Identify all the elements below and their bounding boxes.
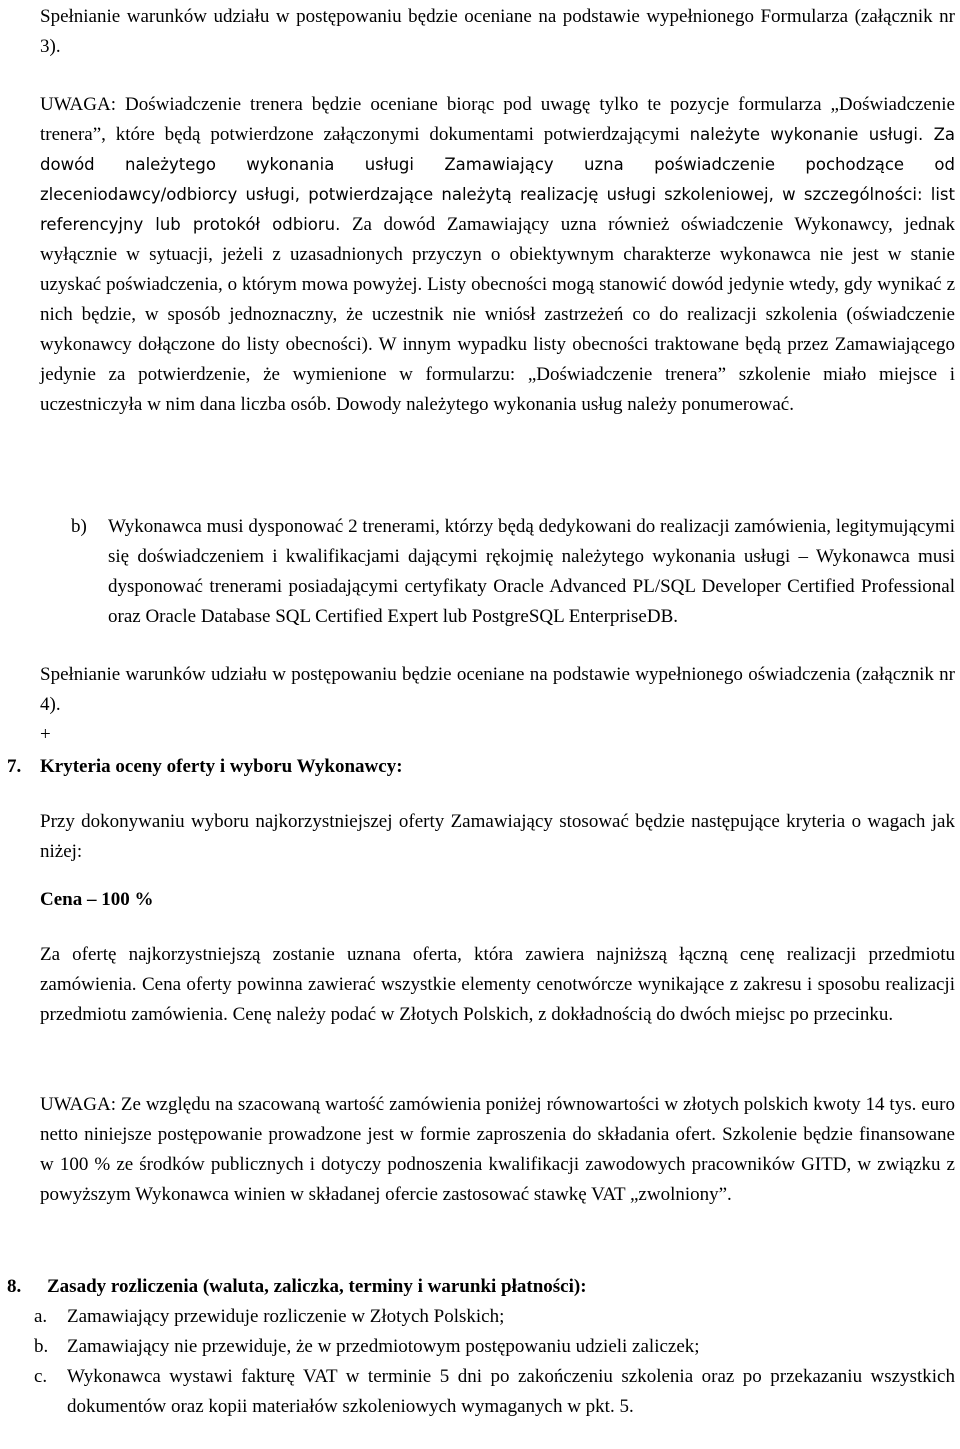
settlement-list [34,1302,955,1422]
uwaga-2-text: : Ze względu na szacowaną wartość zamówienia poniżej równowartości w złotych polskich kwoty 14 tys. euro netto niniejsze postępowanie prowadzone jest w formie zaproszenia do składania ofert. Szkolenie będzie finansowane w 100 % ze środków publicznych i dotyczy podnoszenia kwalifikacji zawodowych pracowników GITD, w związku z powyższym Wykonawca winien w składanej ofercie zastosować stawkę VAT „zwolniony”. [40,1094,955,1205]
uwaga-text-part-2: należyte wykonanie usługi. Za dowód należytego wykonania usługi Zamawiający uzna poświadczenie pochodzące od zleceniodawcy/odbiorcy usługi, potwierdzające należytą realizację usługi szkoleniowej, w szczególności: list referencyjny lub protokół odbioru. [40,125,955,234]
criteria-intro: Przy dokonywaniu wyboru najkorzystniejszej oferty Zamawiający stosować będzie następujące kryteria o wagach jak niżej: [40,811,955,862]
intro-paragraph-1: Spełnianie warunków udziału w postępowaniu będzie oceniane na podstawie wypełnionego Formularza (załącznik nr 3). [40,6,955,57]
price-criterion: Cena – 100 % [40,889,154,910]
section-7-heading [7,752,955,782]
list-item-b [71,512,955,632]
uwaga-label: UWAGA: [40,94,116,115]
list-item-text: Wykonawca wystawi fakturę VAT w terminie 5 dni po zakończeniu szkolenia oraz po przekazaniu wszystkich dokumentów oraz kopii materiałów szkoleniowych wymaganych w pkt. 5. [67,1366,955,1417]
section-8-heading [7,1272,955,1302]
section-7-title: Kryteria oceny oferty i wyboru Wykonawcy: [40,756,403,777]
uwaga-text-part-3: Za dowód Zamawiający uzna również oświadczenie Wykonawcy, jednak wyłącznie w sytuacji, jeżeli z uzasadnionych przyczyn o obiektywnym charakterze wykonawca nie jest w stanie uzyskać poświadczenia, o którym mowa powyżej. Listy obecności mogą stanowić dowód jedynie wtedy, gdy wynikać z nich będzie, w sposób jednoznaczny, że uczestnik nie wniósł zastrzeżeń co do realizacji szkolenia (oświadczenie wykonawcy dołączone do listy obecności). W innym wypadku listy obecności traktowane będą przez Zamawiającego jedynie za potwierdzenie, że wymienione w formularzu: „Doświadczenie trenera” szkolenie miało miejsce i uczestniczyła w nim dana liczba osób. Dowody należytego wykonania usług należy ponumerować. [40,214,956,415]
list-item-text: Zamawiający nie przewiduje, że w przedmiotowym postępowaniu udzieli zaliczek; [67,1336,700,1357]
section-8-number: 8. [7,1276,22,1297]
section-7-number: 7. [7,756,22,777]
section-8-title: Zasady rozliczenia (waluta, zaliczka, terminy i warunki płatności): [47,1276,587,1297]
list-item [34,1362,955,1422]
plus-sign: + [40,724,51,745]
list-item-text: Zamawiający przewiduje rozliczenie w Złotych Polskich; [67,1306,505,1327]
list-item-label: c. [34,1366,48,1387]
list-item [34,1332,955,1362]
list-item [34,1302,955,1332]
uwaga-2-label: UWAGA [40,1094,111,1115]
list-item-label: b. [34,1336,49,1357]
uwaga-financing-paragraph [40,1090,955,1210]
uwaga-text-part-1: Doświadczenie trenera będzie oceniane biorąc pod uwagę tylko te pozycje formularza „Doświadczenie trenera”, które będą potwierdzone załączonymi dokumentami potwierdzającymi [40,94,955,145]
list-item-b-text: Wykonawca musi dysponować 2 trenerami, którzy będą dedykowani do realizacji zamówienia, legitymującymi się doświadczeniem i kwalifikacjami dającymi rękojmię należytego wykonania usługi – Wykonawca musi dysponować trenerami posiadającymi certyfikaty Oracle Advanced PL/SQL Developer Certified Professional oraz Oracle Database SQL Certified Expert lub PostgreSQL EnterpriseDB. [108,516,955,627]
intro-paragraph-2: Spełnianie warunków udziału w postępowaniu będzie oceniane na podstawie wypełnionego oświadczenia (załącznik nr 4). [40,664,955,715]
list-item-b-label: b) [71,516,87,537]
list-item-label: a. [34,1306,48,1327]
uwaga-trainer-paragraph [40,90,955,420]
price-description: Za ofertę najkorzystniejszą zostanie uznana oferta, która zawiera najniższą łączną cenę realizacji przedmiotu zamówienia. Cena oferty powinna zawierać wszystkie elementy cenotwórcze wynikające z zakresu i sposobu realizacji przedmiotu zamówienia. Cenę należy podać w Złotych Polskich, z dokładnością do dwóch miejsc po przecinku. [40,944,955,1025]
